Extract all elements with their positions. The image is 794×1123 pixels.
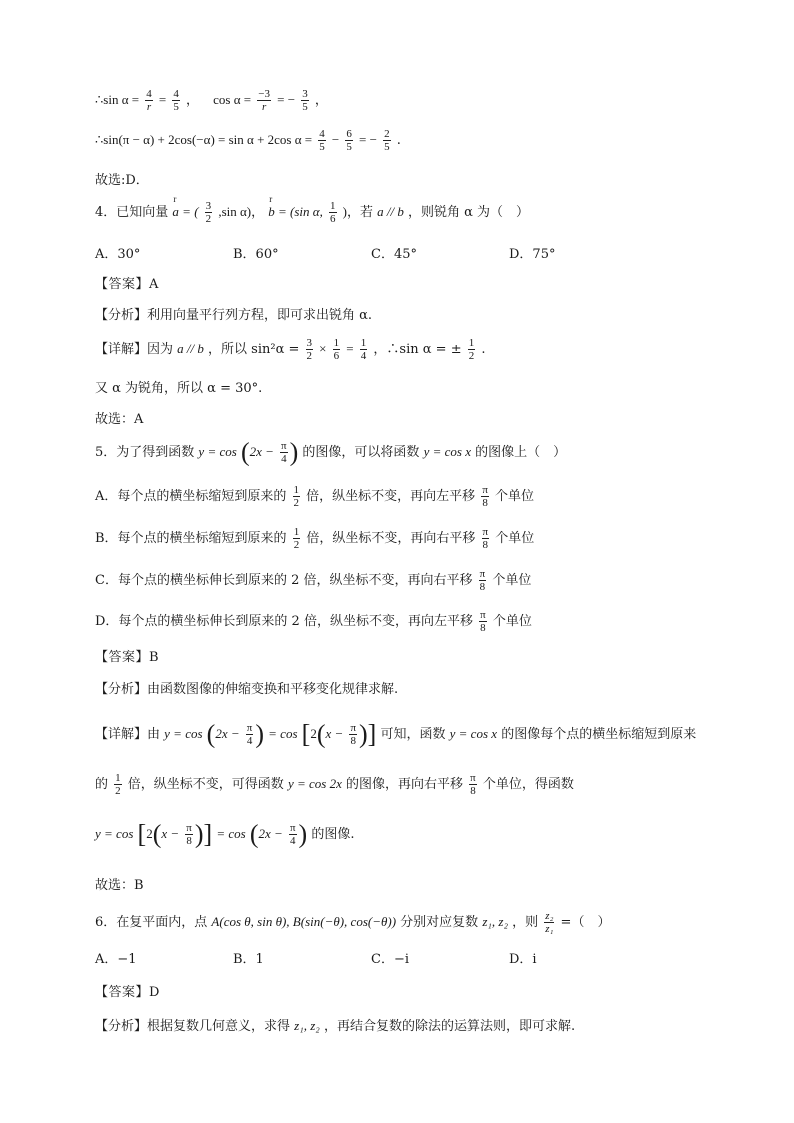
denominator: 2: [293, 539, 300, 551]
numerator: 1: [333, 337, 340, 349]
fraction: [257, 88, 271, 113]
fraction: [145, 88, 153, 113]
paren-open: (: [249, 819, 259, 849]
bracket-open: [: [301, 719, 311, 749]
detail-text: 的图像，再向右平移: [346, 777, 464, 792]
q5-option-b: [95, 526, 534, 551]
fraction: [329, 200, 337, 225]
stem-text: 分别对应复数: [400, 915, 479, 930]
math-text: =: [346, 341, 354, 356]
numerator: 3: [302, 88, 308, 100]
denominator: 5: [319, 141, 325, 153]
fraction: [481, 484, 489, 509]
fraction: [185, 822, 193, 847]
q5-answer: 【答案】B: [95, 650, 160, 665]
option-text: C．每个点的横坐标伸长到原来的 2 倍，纵坐标不变，再向右平移: [95, 573, 473, 588]
fraction: [479, 609, 487, 634]
numerator: π: [186, 822, 192, 834]
q4-answer: 【答案】A: [95, 277, 159, 292]
stem-text: 4．已知向量: [95, 205, 169, 220]
math-text: 2x −: [215, 726, 240, 741]
math-text: A(cos θ, sin θ), B(sin(−θ), cos(−θ)): [211, 914, 397, 929]
q6-option-d: D．i: [509, 952, 537, 967]
denominator: 4: [281, 453, 287, 465]
punct: .: [481, 342, 486, 357]
punct: ，: [186, 93, 200, 108]
detail-text: ，∴sin α = ±: [373, 342, 462, 357]
q5-option-d: [95, 609, 532, 634]
stem-text: ，则锐角 α 为（ ）: [408, 205, 530, 220]
fraction: [114, 772, 122, 797]
q4-detail-line2: 又 α 为锐角，所以 α = 30°.: [95, 381, 263, 396]
stem-text: ，则: [512, 915, 539, 930]
math-text: y = cos 2x: [287, 776, 342, 791]
denominator: 8: [480, 622, 486, 634]
numerator: 2: [384, 128, 390, 140]
denominator: 8: [482, 539, 489, 551]
math-text: y = cos: [95, 826, 134, 841]
numerator: 1: [115, 772, 121, 784]
paren-open: (: [206, 719, 216, 749]
math-text: y = cos x: [423, 444, 471, 459]
math-text: z₁, z₂: [294, 1018, 320, 1033]
question-4-stem: [95, 200, 529, 225]
numerator: 1: [293, 484, 300, 496]
numerator: 1: [293, 526, 300, 538]
math-text: = cos: [216, 826, 246, 841]
q5-analysis: 【分析】由函数图像的伸缩变换和平移变化规律求解.: [95, 682, 399, 697]
numerator: −3: [258, 88, 270, 100]
math-text: = cos: [268, 726, 298, 741]
option-text: 倍，纵坐标不变，再向右平移: [306, 531, 476, 546]
paren-close: ): [194, 819, 204, 849]
numerator: 4: [173, 88, 179, 100]
fraction: [360, 337, 368, 362]
math-text: ×: [319, 341, 327, 356]
math-text: x −: [325, 726, 344, 741]
punct: .: [396, 133, 401, 148]
vector-b: r b = (sin α,: [268, 204, 323, 220]
denominator: r: [146, 101, 152, 113]
math-text: ∴sin α =: [95, 92, 140, 107]
stem-text: 6．在复平面内，点: [95, 915, 208, 930]
math-text: =: [158, 92, 167, 107]
solution-line-sin-cos: [95, 88, 328, 113]
q5-detail-line2: [95, 772, 574, 797]
numerator: 4: [319, 128, 325, 140]
fraction: [482, 526, 490, 551]
fraction: [293, 484, 301, 509]
denominator: 4: [246, 735, 253, 747]
denominator: 8: [470, 785, 476, 797]
paren-close: ): [255, 719, 265, 749]
fraction: [301, 88, 309, 113]
denominator: z₁: [545, 923, 554, 935]
q4-option-a: A．30°: [95, 247, 141, 262]
numerator: π: [289, 822, 296, 834]
fraction: [383, 128, 391, 153]
math-text: y = cos x: [449, 726, 498, 741]
fraction: [293, 526, 301, 551]
bracket-open: [: [137, 819, 147, 849]
option-text: 个单位: [495, 531, 535, 546]
numerator: π: [281, 440, 287, 452]
denominator: 4: [360, 350, 367, 362]
fraction: [333, 337, 341, 362]
bracket-close: ]: [203, 819, 213, 849]
paren-close: ): [359, 719, 368, 749]
option-text: D．每个点的横坐标伸长到原来的 2 倍，纵坐标不变，再向左平移: [95, 614, 473, 629]
numerator: π: [482, 526, 489, 538]
q4-option-d: D．75°: [509, 247, 556, 262]
denominator: 5: [384, 141, 390, 153]
option-text: 个单位: [492, 614, 532, 629]
paren-open: (: [240, 437, 250, 467]
denominator: 6: [333, 350, 340, 362]
math-text: cos α =: [213, 92, 252, 107]
denominator: 6: [330, 213, 336, 225]
q4-option-b: B．60°: [233, 247, 279, 262]
question-6-stem: [95, 910, 610, 935]
q5-detail-line3: [95, 819, 355, 849]
q5-option-a: [95, 484, 534, 509]
denominator: 2: [306, 350, 313, 362]
q6-analysis: [95, 1015, 575, 1034]
numerator: 4: [146, 88, 152, 100]
bracket-close: ]: [367, 719, 377, 749]
numerator: π: [480, 609, 486, 621]
numerator: π: [350, 722, 356, 734]
stem-text: 5．为了得到函数: [95, 445, 195, 460]
math-text: = −: [359, 132, 377, 147]
fraction: [479, 568, 487, 593]
q6-option-c: C．−i: [371, 952, 409, 967]
vector-a: r a = (: [172, 204, 198, 220]
math-text: 2: [310, 726, 317, 741]
q4-choose: 故选：A: [95, 412, 144, 427]
numerator: 3: [205, 200, 212, 212]
math-text: )，若: [342, 204, 373, 219]
paren-close: ): [298, 819, 308, 849]
q4-option-c: C．45°: [371, 247, 417, 262]
detail-text: 【详解】由: [95, 727, 161, 742]
numerator: 3: [306, 337, 313, 349]
math-text: 2: [146, 826, 153, 841]
detail-text: ，所以 sin²α =: [208, 342, 300, 357]
detail-text: 的: [95, 777, 109, 792]
numerator: 1: [360, 337, 367, 349]
denominator: r: [262, 101, 267, 113]
detail-text: 的图像每个点的横坐标缩短到原来: [501, 727, 697, 742]
math-text: ∴sin(π − α) + 2cos(−α) = sin α + 2cos α =: [95, 132, 313, 147]
fraction: [469, 772, 477, 797]
analysis-text: 【分析】根据复数几何意义，求得: [95, 1019, 291, 1034]
paren-close: ): [289, 437, 299, 467]
q6-answer: 【答案】D: [95, 985, 160, 1000]
denominator: 8: [482, 497, 488, 509]
fraction: [280, 440, 288, 465]
fraction: [246, 722, 254, 747]
q6-option-b: B．1: [233, 952, 264, 967]
q4-analysis: 【分析】利用向量平行列方程，即可求出锐角 α.: [95, 308, 373, 323]
denominator: 5: [302, 101, 308, 113]
q6-option-a: A．−1: [95, 952, 137, 967]
option-text: A．每个点的横坐标缩短到原来的: [95, 489, 287, 504]
math-text: = −: [277, 92, 296, 107]
numerator: 6: [346, 128, 352, 140]
paren-open: (: [152, 819, 162, 849]
stem-text: 的图像，可以将函数: [302, 445, 420, 460]
parallel-expr: a // b: [177, 341, 204, 356]
denominator: 8: [350, 735, 356, 747]
paren-open: (: [316, 719, 326, 749]
denominator: 2: [293, 497, 300, 509]
detail-text: 倍，纵坐标不变，可得函数: [127, 777, 284, 792]
numerator: π: [482, 484, 488, 496]
numerator: π: [479, 568, 486, 580]
solution-line-expression: [95, 128, 401, 153]
fraction: [289, 822, 297, 847]
detail-text: 【详解】因为: [95, 342, 174, 357]
math-text: x −: [161, 826, 180, 841]
stem-text: =（ ）: [560, 915, 611, 930]
math-text: 2x −: [249, 444, 274, 459]
denominator: 8: [186, 835, 192, 847]
option-text: 个单位: [495, 489, 535, 504]
numerator: π: [470, 772, 476, 784]
fraction: [349, 722, 357, 747]
fraction: [468, 337, 476, 362]
option-text: B．每个点的横坐标缩短到原来的: [95, 531, 287, 546]
q4-detail: [95, 337, 486, 362]
numerator: 1: [468, 337, 475, 349]
analysis-text: ，再结合复数的除法的运算法则，即可求解.: [323, 1019, 576, 1034]
fraction: [172, 88, 180, 113]
q5-option-c: [95, 568, 531, 593]
fraction: [318, 128, 326, 153]
denominator: 4: [289, 835, 296, 847]
math-text: −: [331, 132, 340, 147]
denominator: 8: [479, 581, 486, 593]
denominator: 5: [173, 101, 179, 113]
numerator: z₂: [545, 910, 554, 922]
question-5-stem: [95, 437, 567, 467]
detail-text: 可知，函数: [380, 727, 446, 742]
denominator: 2: [205, 213, 212, 225]
numerator: π: [246, 722, 253, 734]
detail-text: 的图像.: [311, 827, 355, 842]
q5-detail-line1: [95, 719, 697, 749]
denominator: 2: [468, 350, 475, 362]
numerator: 1: [330, 200, 336, 212]
detail-text: 个单位，得函数: [482, 777, 574, 792]
fraction: [345, 128, 353, 153]
punct: ，: [314, 93, 328, 108]
math-text: 2x −: [258, 826, 283, 841]
math-text: z₁, z₂: [482, 914, 508, 929]
option-text: 倍，纵坐标不变，再向左平移: [306, 489, 476, 504]
denominator: 2: [115, 785, 121, 797]
stem-text: 的图像上（ ）: [475, 445, 567, 460]
option-text: 个单位: [492, 573, 532, 588]
math-text: y = cos: [198, 444, 237, 459]
fraction: [306, 337, 314, 362]
fraction: [205, 200, 213, 225]
choose-text: 故选:D．: [95, 173, 149, 188]
denominator: 5: [346, 141, 352, 153]
q5-choose: 故选：B: [95, 878, 144, 893]
fraction: [544, 910, 554, 935]
math-text: ,sin α)，: [218, 204, 265, 219]
parallel-expr: a // b: [377, 204, 404, 219]
math-text: y = cos: [164, 726, 203, 741]
